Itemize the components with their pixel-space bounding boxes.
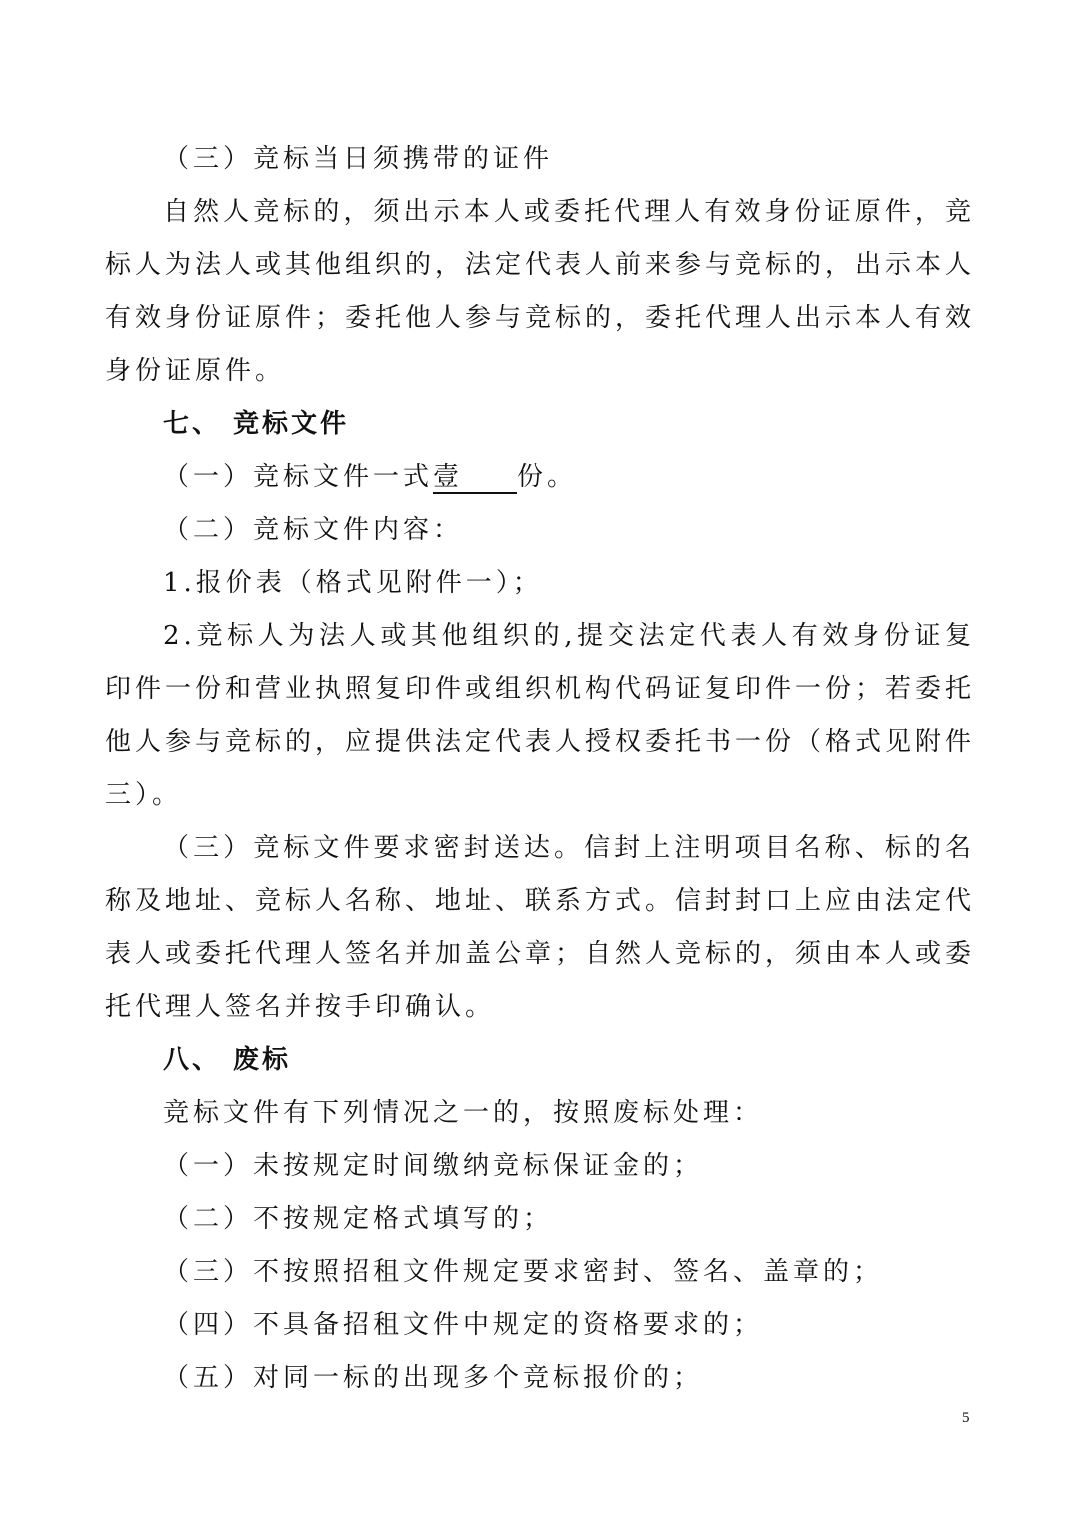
- section7-item1-prefix: （一）竞标文件一式: [163, 462, 434, 492]
- section7-item2-point1: 1.报价表（格式见附件一）；: [163, 568, 543, 598]
- copies-fill-blank: 壹: [433, 462, 517, 494]
- page-number: 5: [962, 1410, 970, 1426]
- section7-heading: 七、 竞标文件: [163, 409, 350, 439]
- section6-sub3-paragraph: 自然人竞标的，须出示本人或委托代理人有效身份证原件，竞标人为法人或其他组织的，法定代表人前来参与竞标的，出示本人有效身份证原件；委托他人参与竞标的，委托代理人出示本人有效身份证原件。: [105, 197, 976, 386]
- section7-item2: （二）竞标文件内容：: [163, 515, 464, 545]
- section8-item: （二）不按规定格式填写的；: [163, 1204, 554, 1234]
- section8-item: （四）不具备招租文件中规定的资格要求的；: [163, 1310, 764, 1340]
- section7-item1: [105, 451, 975, 504]
- section8-item: （一）未按规定时间缴纳竞标保证金的；: [163, 1151, 704, 1181]
- section8-item: （五）对同一标的出现多个竞标报价的；: [163, 1363, 704, 1393]
- section8-item: （三）不按照招租文件规定要求密封、签名、盖章的；: [163, 1257, 884, 1287]
- section8-heading: 八、 废标: [163, 1045, 292, 1075]
- section7-item3: （三）竞标文件要求密封送达。信封上注明项目名称、标的名称及地址、竞标人名称、地址、联系方式。信封封口上应由法定代表人或委托代理人签名并加盖公章；自然人竞标的，须由本人或委托代理人签名并按手印确认。: [105, 833, 976, 1022]
- section8-intro: 竞标文件有下列情况之一的，按照废标处理：: [163, 1098, 764, 1128]
- document-body: [105, 133, 975, 1405]
- section7-item1-suffix: 份。: [517, 462, 578, 492]
- section6-sub3-title: （三）竞标当日须携带的证件: [163, 144, 554, 174]
- section7-item2-point2: 2.竞标人为法人或其他组织的,提交法定代表人有效身份证复印件一份和营业执照复印件或组织机构代码证复印件一份；若委托他人参与竞标的，应提供法定代表人授权委托书一份（格式见附件三）。: [105, 621, 976, 810]
